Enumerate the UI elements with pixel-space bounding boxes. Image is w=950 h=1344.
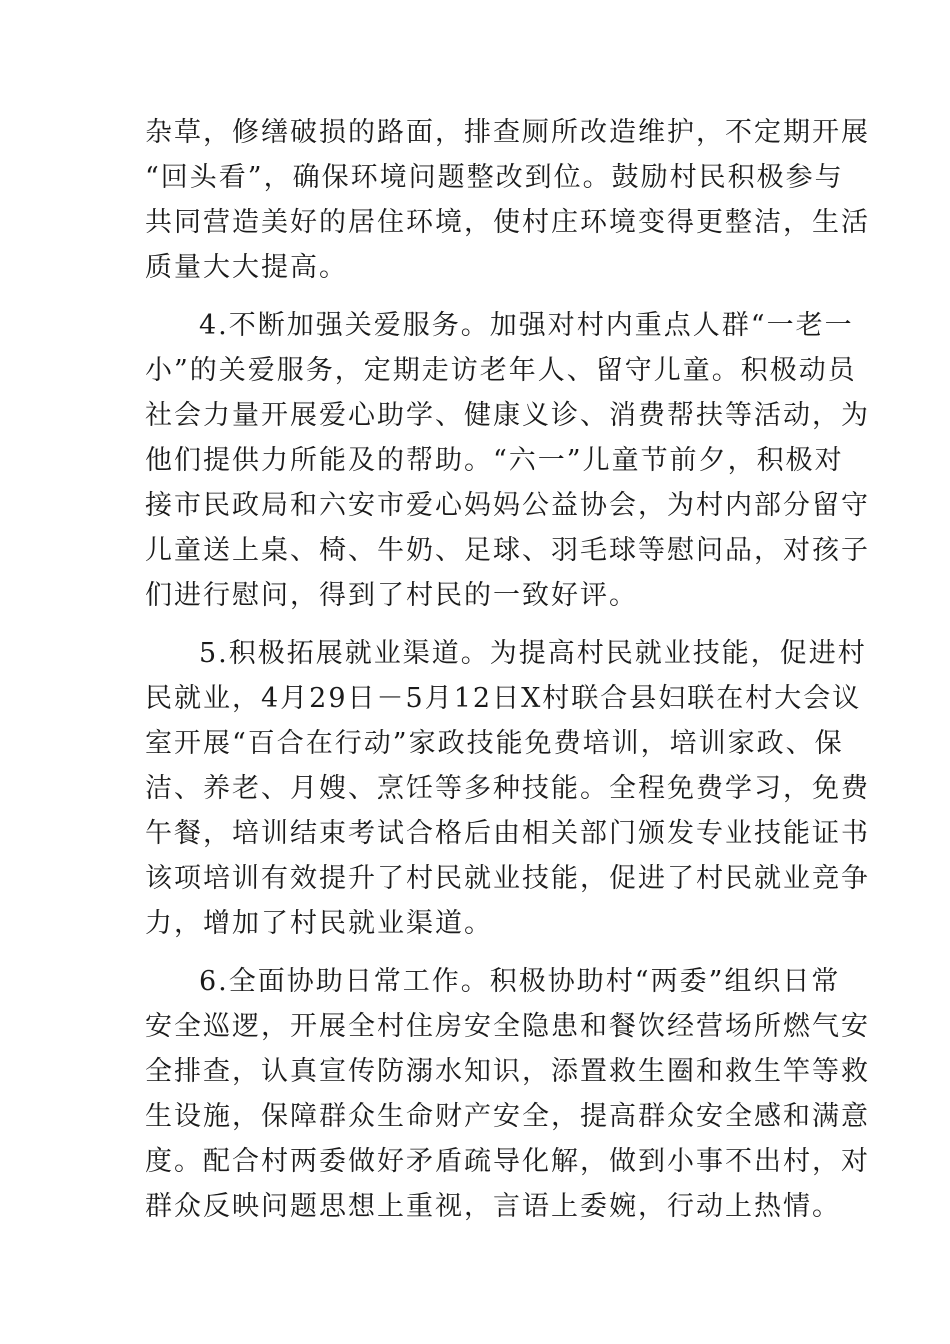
paragraph-line: 杂草，修缮破损的路面，排查厕所改造维护，不定期开展 — [145, 117, 870, 148]
paragraph-line: 小”的关爱服务，定期走访老年人、留守儿童。积极动员 — [145, 355, 857, 386]
paragraph-line: 洁、养老、月嫂、烹饪等多种技能。全程免费学习，免费 — [145, 773, 870, 804]
paragraph-line: 度。配合村两委做好矛盾疏导化解，做到小事不出村，对 — [145, 1146, 870, 1177]
paragraph-line: 安全巡逻，开展全村住房安全隐患和餐饮经营场所燃气安 — [145, 1011, 870, 1042]
paragraph-line: 儿童送上桌、椅、牛奶、足球、羽毛球等慰问品，对孩子 — [145, 535, 870, 566]
paragraph-employment — [145, 631, 870, 946]
paragraph-line: 生设施，保障群众生命财产安全，提高群众安全感和满意 — [145, 1101, 870, 1132]
paragraph-line: 午餐，培训结束考试合格后由相关部门颁发专业技能证书 — [145, 818, 870, 849]
paragraph-line: 接市民政局和六安市爱心妈妈公益协会，为村内部分留守 — [145, 490, 870, 521]
paragraph-line: “回头看”，确保环境问题整改到位。鼓励村民积极参与 — [145, 162, 844, 193]
paragraph-line: 力，增加了村民就业渠道。 — [145, 908, 493, 939]
paragraph-line: 群众反映问题思想上重视，言语上委婉，行动上热情。 — [145, 1191, 841, 1222]
paragraph-line: 们进行慰问，得到了村民的一致好评。 — [145, 580, 638, 611]
paragraph-line: 6.全面协助日常工作。积极协助村“两委”组织日常 — [199, 966, 841, 997]
paragraph-daily-work — [145, 959, 870, 1229]
paragraph-line: 社会力量开展爱心助学、健康义诊、消费帮扶等活动，为 — [145, 400, 870, 431]
paragraph-line: 该项培训有效提升了村民就业技能，促进了村民就业竞争 — [145, 863, 870, 894]
paragraph-line: 民就业，4月29日－5月12日X村联合县妇联在村大会议 — [145, 683, 862, 714]
document-body — [145, 110, 870, 1242]
paragraph-line: 全排查，认真宣传防溺水知识，添置救生圈和救生竿等救 — [145, 1056, 870, 1087]
paragraph-line: 室开展“百合在行动”家政技能免费培训，培训家政、保 — [145, 728, 844, 759]
paragraph-line: 质量大大提高。 — [145, 252, 348, 283]
paragraph-line: 共同营造美好的居住环境，使村庄环境变得更整洁，生活 — [145, 207, 870, 238]
paragraph-environment — [145, 110, 870, 290]
paragraph-line: 4.不断加强关爱服务。加强对村内重点人群“一老一 — [199, 310, 854, 341]
paragraph-care-services — [145, 303, 870, 618]
paragraph-line: 他们提供力所能及的帮助。“六一”儿童节前夕，积极对 — [145, 445, 844, 476]
paragraph-line: 5.积极拓展就业渠道。为提高村民就业技能，促进村 — [199, 638, 867, 669]
